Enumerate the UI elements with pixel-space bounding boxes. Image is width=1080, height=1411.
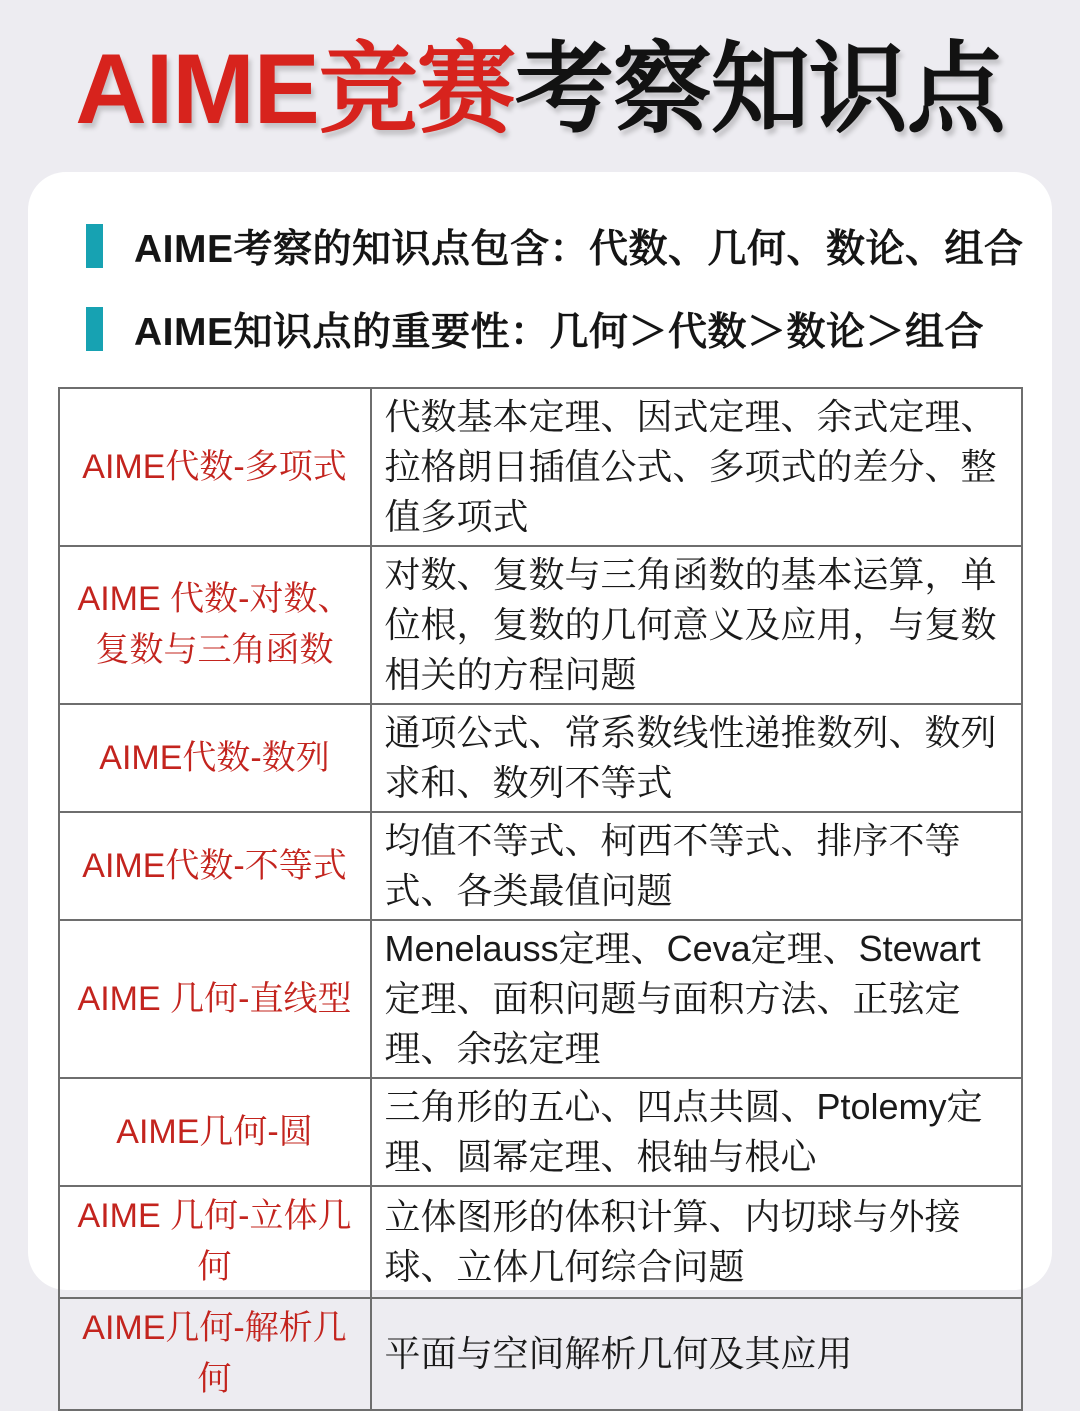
topic-label: AIME几何-解析几何 [59,1298,371,1410]
topic-description: 均值不等式、柯西不等式、排序不等式、各类最值问题 [371,812,1022,920]
topic-label: AIME代数-数列 [59,704,371,812]
page-title [0,0,1080,172]
topic-label: AIME 几何-直线型 [59,920,371,1078]
table-row [59,1298,1022,1410]
table-row [59,388,1022,546]
bullet-text: AIME考察的知识点包含：代数、几何、数论、组合 [134,228,1024,271]
table-row [59,812,1022,920]
topic-label: AIME 几何-立体几何 [59,1186,371,1298]
topic-description: 代数基本定理、因式定理、余式定理、拉格朗日插值公式、多项式的差分、整值多项式 [371,388,1022,546]
topic-label: AIME几何-圆 [59,1078,371,1186]
topic-description: 立体图形的体积计算、内切球与外接球、立体几何综合问题 [371,1186,1022,1298]
topic-label: AIME代数-多项式 [59,388,371,546]
table-row [59,546,1022,704]
bullet-item-importance [86,301,1017,357]
table-row [59,1186,1022,1298]
content-card [28,172,1052,1398]
page-title-black-part: 考察知识点 [514,32,1005,144]
topic-description: 对数、复数与三角函数的基本运算，单位根，复数的几何意义及应用，与复数相关的方程问题 [371,546,1022,704]
table-row [59,920,1022,1078]
table-row [59,1078,1022,1186]
bullet-list [57,218,1023,357]
teal-bar-marker-icon [86,224,103,268]
page-title-red-part: AIME竞赛 [75,32,515,144]
topic-label: AIME 代数-对数、复数与三角函数 [59,546,371,704]
teal-bar-marker-icon [86,307,103,351]
topic-description: 通项公式、常系数线性递推数列、数列求和、数列不等式 [371,704,1022,812]
bullet-item-coverage [86,218,1024,274]
topic-label: AIME代数-不等式 [59,812,371,920]
table-row [59,704,1022,812]
bullet-text: AIME知识点的重要性：几何＞代数＞数论＞组合 [134,311,985,354]
topic-description: 平面与空间解析几何及其应用 [371,1298,1022,1410]
topic-description: 三角形的五心、四点共圆、Ptolemy定理、圆幂定理、根轴与根心 [371,1078,1022,1186]
topic-description: Menelauss定理、Ceva定理、Stewart定理、面积问题与面积方法、正弦定理、余弦定理 [371,920,1022,1078]
knowledge-points-table [58,387,1023,1411]
